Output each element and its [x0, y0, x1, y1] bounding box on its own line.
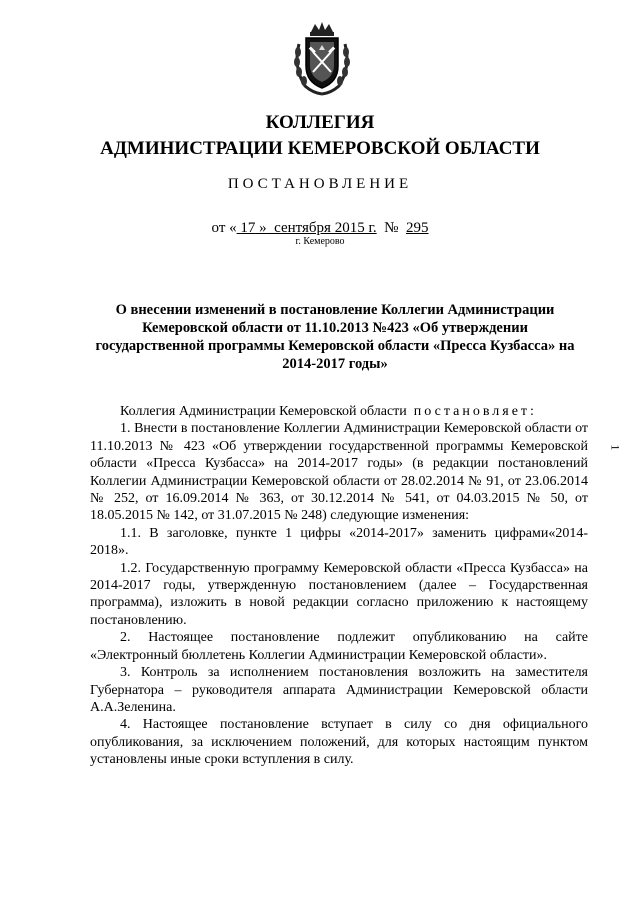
document-date-line: [0, 220, 640, 237]
paragraph-1: 1. Внести в постановление Коллегии Администрации Кемеровской области от 11.10.2013 № 423 «Об утверждении государственной программы Кемеровской области «Пресса Кузбасса» на 2014-2017 годы» (в редакции постановлений Коллегии Администрации Кемеровской области от 28.02.2014 № 91, от 23.06.2014 № 252, от 16.09.2014 № 363, от 30.12.2014 № 541, от 04.03.2015 № 50, от 18.05.2015 № 142, от 31.07.2015 № 248) следующие изменения:: [90, 421, 588, 524]
document-body: [90, 403, 588, 769]
paragraph-3: 3. Контроль за исполнением постановления возложить на заместителя Губернатора – руководителя аппарата Администрации Кемеровской области А.А.Зеленина.: [90, 665, 588, 715]
city-label: г. Кемерово: [295, 236, 345, 247]
coat-of-arms-icon: [291, 22, 353, 96]
paragraph-4: 4. Настоящее постановление вступает в силу со дня официального опубликования, за исключением положений, для которых настоящим пунктом установлены иные сроки вступления в силу.: [90, 717, 588, 768]
paragraph-2: 2. Настоящее постановление подлежит опубликованию на сайте «Электронный бюллетень Коллегии Администрации Кемеровской области».: [90, 630, 588, 663]
document-number: 295: [405, 220, 429, 236]
org-name-line1: КОЛЛЕГИЯ: [265, 112, 375, 133]
date-prefix: от «: [211, 220, 237, 236]
org-name-line2: АДМИНИСТРАЦИИ КЕМЕРОВСКОЙ ОБЛАСТИ: [100, 138, 540, 159]
document-title: О внесении изменений в постановление Коллегии Администрации Кемеровской области от 11.10.2013 №423 «Об утверждении государственной программы Кемеровской области «Пресса Кузбасса» на 2014-2017 годы»: [95, 302, 575, 372]
decree-word: постановляет:: [413, 404, 537, 419]
paragraph-1-2: 1.2. Государственную программу Кемеровской области «Пресса Кузбасса» на 2014-2017 годы, утвержденную постановлением (далее – Государственная программа), изложить в новой редакции согласно приложению к настоящему постановлению.: [90, 560, 588, 628]
date-day: 17 » сентября 2015 г.: [240, 220, 377, 236]
paragraph-1-1: 1.1. В заголовке, пункте 1 цифры «2014-2017» заменить цифрами«2014-2018».: [90, 525, 588, 559]
document-type: ПОСТАНОВЛЕНИЕ: [227, 176, 413, 192]
intro-paragraph: Коллегия Администрации Кемеровской области постановляет:: [120, 404, 537, 419]
page-number: 1: [608, 444, 623, 451]
number-sign: №: [384, 220, 399, 236]
